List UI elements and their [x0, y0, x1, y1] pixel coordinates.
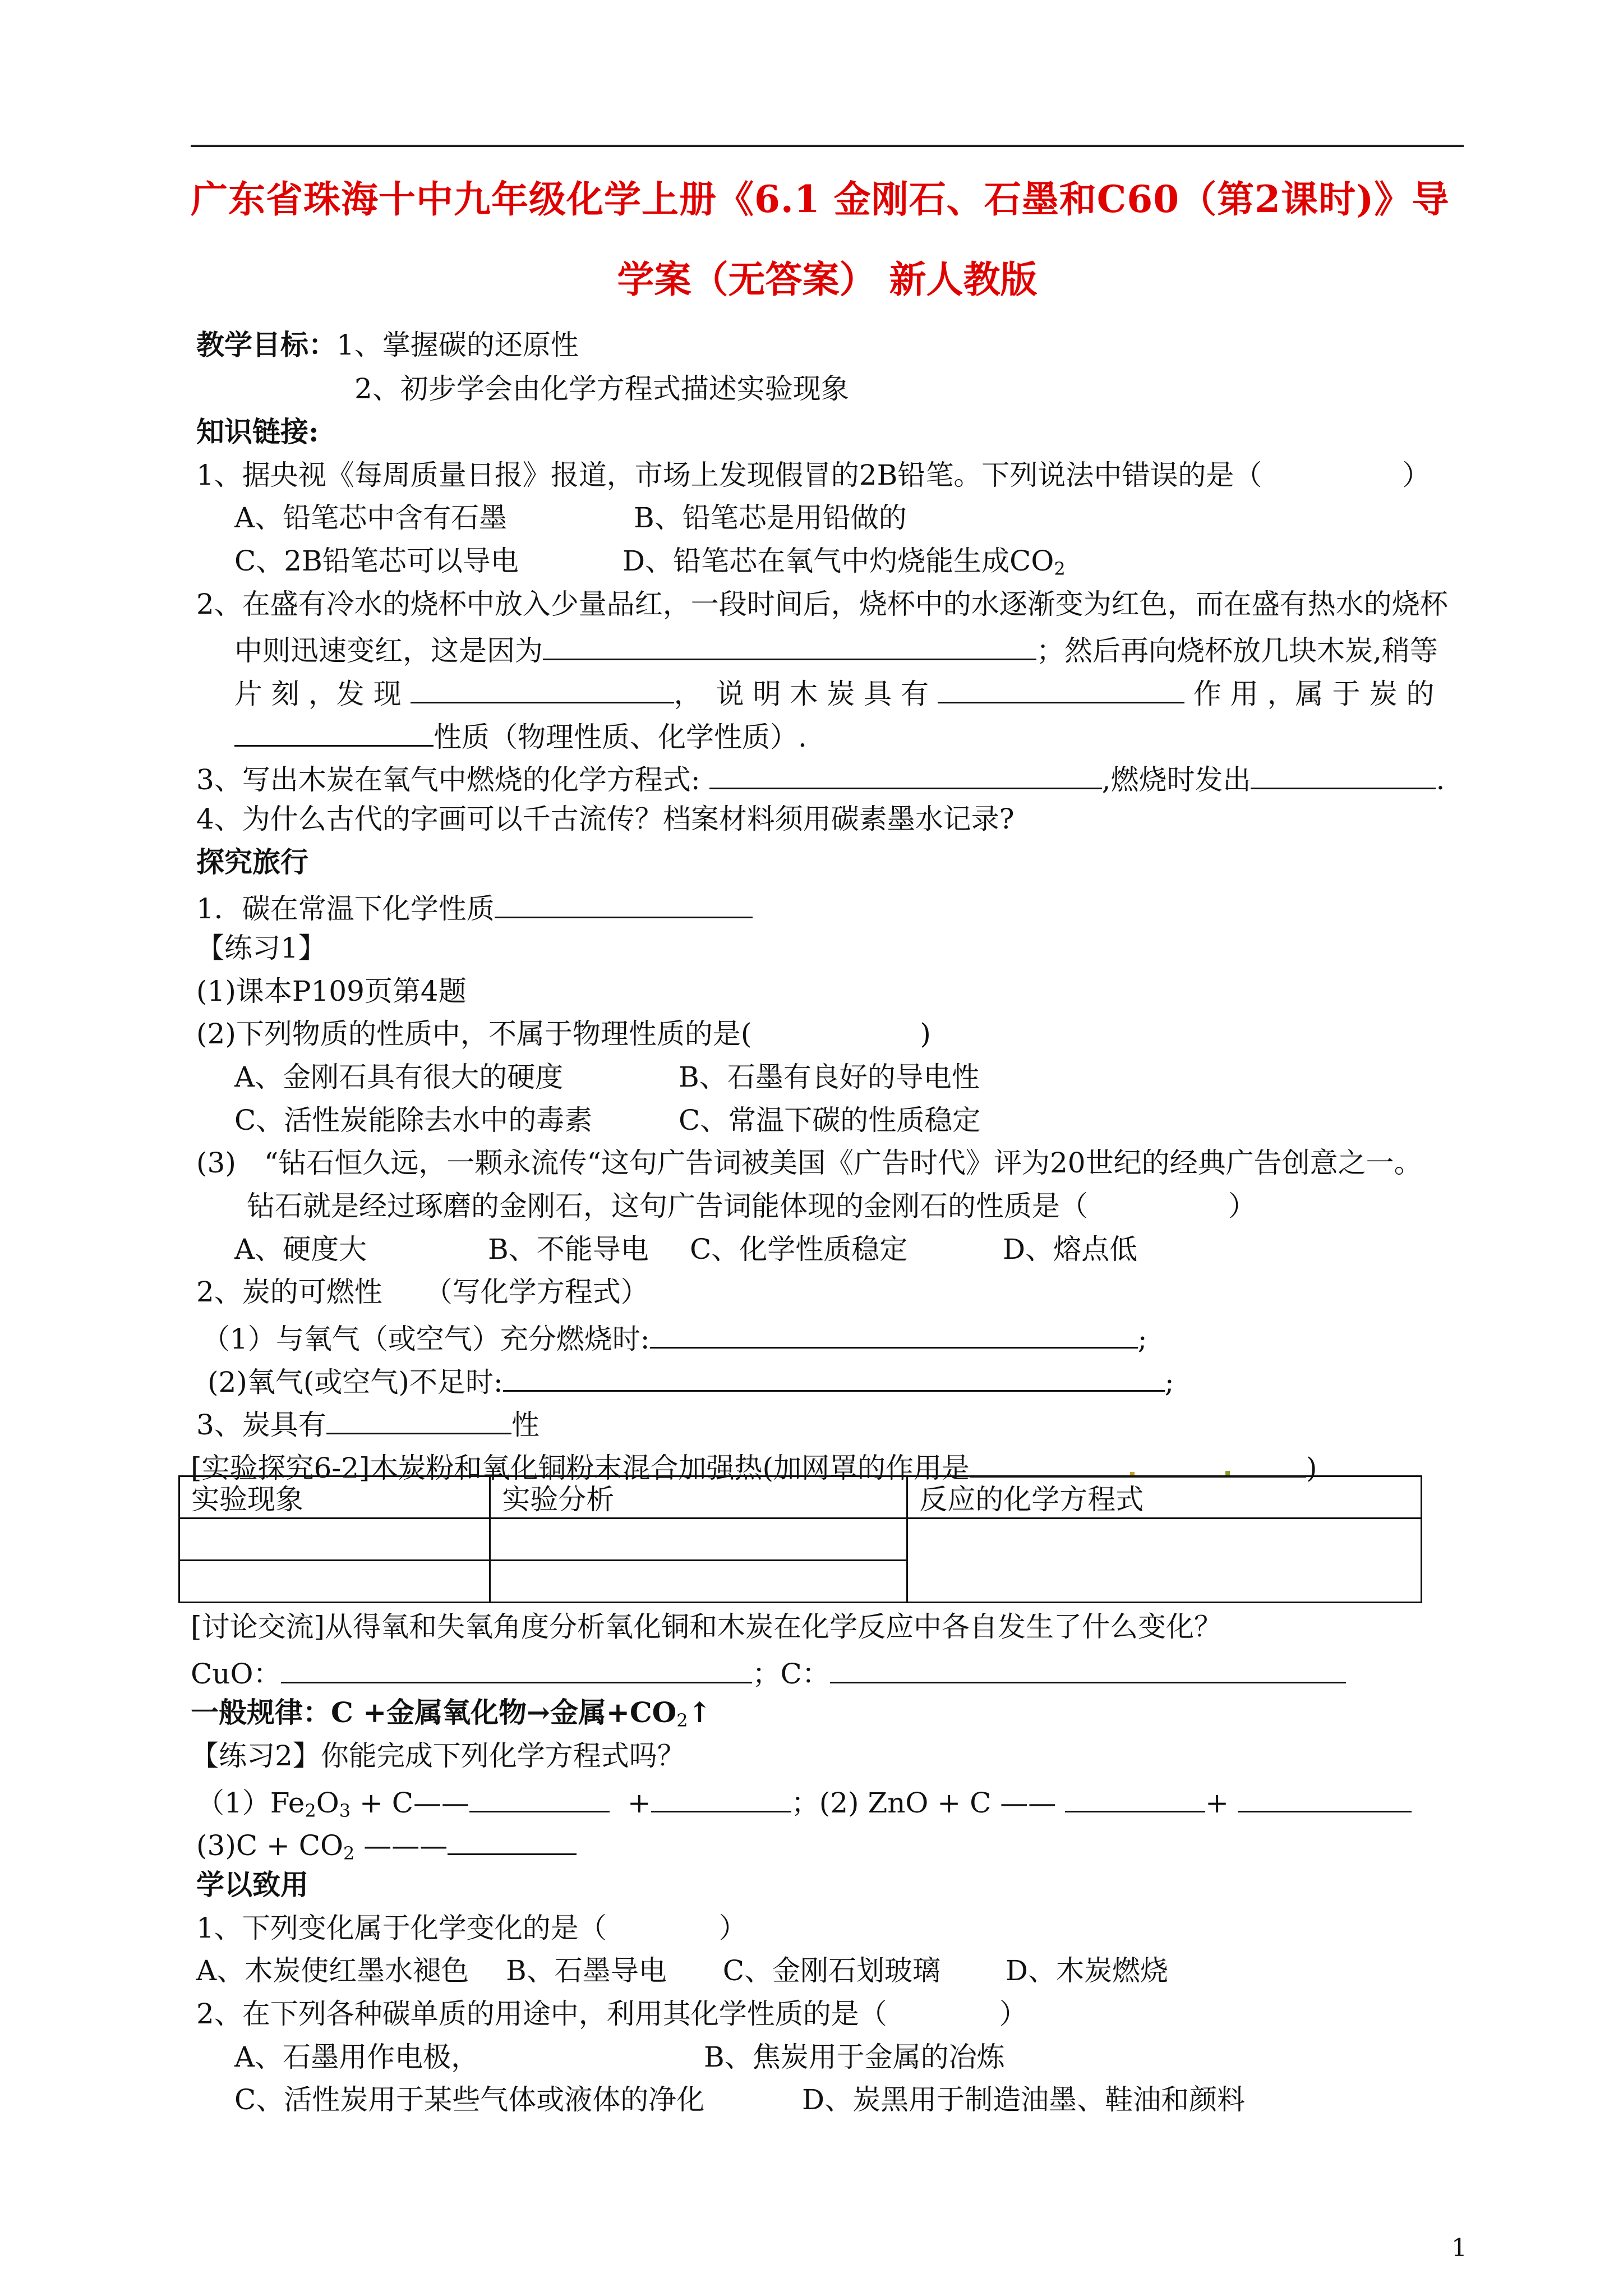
- explore-s3-text-a: 3、炭具有: [196, 1409, 326, 1441]
- link-q2-line-2: [234, 633, 1438, 665]
- speck-mark: [1225, 1471, 1230, 1475]
- answer-blank[interactable]: [326, 1407, 511, 1434]
- answer-blank[interactable]: [1238, 1785, 1412, 1812]
- subscript: 2: [305, 1800, 316, 1821]
- exercise-1-q3-option-b: B、不能导电: [488, 1233, 649, 1266]
- punctuation: ;: [1164, 1366, 1174, 1398]
- discuss-answer-line: [191, 1656, 1346, 1688]
- explore-s2-2: [208, 1364, 1174, 1396]
- table-cell-blank[interactable]: [907, 1519, 1422, 1603]
- explore-heading: 探究旅行: [196, 845, 308, 878]
- table-cell-blank[interactable]: [179, 1561, 490, 1603]
- header-rule: [191, 145, 1464, 147]
- link-heading: 知识链接:: [196, 415, 319, 448]
- answer-blank[interactable]: [970, 1450, 1306, 1478]
- title-line-1: 广东省珠海十中九年级化学上册《6.1 金刚石、石墨和C60（第2课时)》导: [191, 177, 1450, 221]
- punctuation: ;: [1137, 1323, 1147, 1355]
- link-q1-option-c: C、2B铅笔芯可以导电: [234, 545, 519, 577]
- link-q2-text-b: ；然后再向烧杯放几块木炭,稍等: [1036, 634, 1438, 667]
- goals-label: 教学目标：: [196, 328, 336, 361]
- exercise-2-heading: 【练习2】你能完成下列化学方程式吗？: [191, 1740, 685, 1772]
- exercise-1-q3-option-d: D、熔点低: [1003, 1233, 1138, 1266]
- explore-s1-text: 1．碳在常温下化学性质: [196, 892, 495, 925]
- table-header-row: [179, 1476, 1422, 1519]
- answer-blank[interactable]: [503, 1364, 1165, 1392]
- plus-sign: +: [1205, 1787, 1229, 1819]
- explore-s2-2-text: (2)氧气(或空气)不足时:: [208, 1366, 503, 1398]
- apply-q1-options: A、木炭使红墨水褪色 B、石墨导电 C、金刚石划玻璃 D、木炭燃烧: [196, 1954, 1168, 1987]
- link-q2-line-3: [234, 676, 1434, 708]
- link-q2-text-a: 中则迅速变红，这是因为: [234, 634, 543, 667]
- link-q2-line-4: [234, 719, 807, 751]
- link-q2-text-e: 作 用 ，属 于 炭 的: [1193, 678, 1435, 710]
- exercise-2-line-1: [196, 1785, 1412, 1820]
- link-q1: 1、据央视《每周质量日报》报道，市场上发现假冒的2B铅笔。下列说法中错误的是（ ）: [196, 459, 1431, 491]
- exercise-1-heading: 【练习1】: [196, 932, 326, 964]
- plus-sign: +: [627, 1787, 651, 1819]
- goals-line-1: [196, 328, 579, 361]
- eq-text: + C——: [351, 1787, 470, 1819]
- up-arrow: ↑: [688, 1696, 712, 1729]
- eq-text: (3)C + CO: [196, 1829, 344, 1862]
- explore-s2-1-text: （1）与氧气（或空气）充分燃烧时:: [202, 1323, 650, 1355]
- apply-q2-option-a: A、石墨用作电极，: [234, 2041, 479, 2073]
- answer-blank[interactable]: [651, 1785, 791, 1812]
- table-header-cell: 反应的化学方程式: [907, 1476, 1422, 1519]
- explore-s2: 2、炭的可燃性 （写化学方程式）: [196, 1276, 649, 1308]
- apply-q2: 2、在下列各种碳单质的用途中，利用其化学性质的是（ ）: [196, 1998, 1027, 2030]
- link-q3-text-c: .: [1436, 763, 1445, 796]
- eq-text: ；(2) ZnO + C ——: [791, 1787, 1057, 1819]
- answer-blank[interactable]: [650, 1321, 1138, 1349]
- table-cell-blank[interactable]: [490, 1561, 907, 1603]
- exercise-1-q2-option-a: A、金刚石具有很大的硬度: [234, 1061, 564, 1093]
- answer-blank[interactable]: [1251, 762, 1436, 789]
- link-q2-text-c: 片 刻 ，发 现: [234, 678, 402, 710]
- link-q1-option-b: B、铅笔芯是用铅做的: [634, 501, 907, 534]
- exercise-1-q3-line-2: 钻石就是经过琢磨的金刚石，这句广告词能体现的金刚石的性质是（ ）: [247, 1190, 1256, 1222]
- exercise-1-q3-line-1: (3) “钻石恒久远，一颗永流传“这句广告词被美国《广告时代》评为20世纪的经典广告创意之一。: [196, 1147, 1422, 1179]
- answer-blank[interactable]: [495, 891, 753, 918]
- exercise-1-q3-option-c: C、化学性质稳定: [690, 1233, 908, 1266]
- table-header-cell: 实验分析: [490, 1476, 907, 1519]
- apply-q1: 1、下列变化属于化学变化的是（ ）: [196, 1912, 747, 1944]
- exercise-1-q2: (2)下列物质的性质中，不属于物理性质的是( ): [196, 1018, 931, 1050]
- cuo-label: CuO：: [191, 1658, 282, 1690]
- eq-text: ———: [354, 1829, 448, 1862]
- subscript: 2: [676, 1710, 688, 1731]
- apply-q2-option-b: B、焦炭用于金属的冶炼: [704, 2041, 1005, 2073]
- answer-blank[interactable]: [1065, 1785, 1205, 1812]
- answer-blank[interactable]: [469, 1785, 610, 1812]
- general-rule-text: 一般规律：C +金属氧化物→金属+CO: [191, 1696, 677, 1729]
- answer-blank[interactable]: [543, 633, 1036, 660]
- answer-blank[interactable]: [448, 1828, 577, 1855]
- link-q3-text-a: 3、写出木炭在氧气中燃烧的化学方程式:: [196, 763, 700, 796]
- subscript: 2: [1054, 558, 1066, 579]
- link-q2-text-f: 性质（物理性质、化学性质）.: [434, 721, 807, 753]
- explore-s2-1: [202, 1321, 1147, 1353]
- answer-blank[interactable]: [709, 762, 1102, 789]
- link-q4: 4、为什么古代的字画可以千古流传？档案材料须用碳素墨水记录?: [196, 803, 1015, 835]
- experiment-close: ): [1306, 1452, 1317, 1484]
- apply-q2-option-c: C、活性炭用于某些气体或液体的净化: [234, 2083, 705, 2116]
- subscript: 2: [343, 1843, 355, 1864]
- exercise-1-q3-option-a: A、硬度大: [234, 1233, 367, 1266]
- apply-q2-option-d: D、炭黑用于制造油墨、鞋油和颜料: [802, 2083, 1246, 2116]
- experiment-table: [178, 1475, 1422, 1603]
- apply-heading: 学以致用: [196, 1868, 308, 1901]
- exercise-2-line-2: [196, 1828, 577, 1862]
- eq-text: O: [316, 1787, 339, 1819]
- answer-blank[interactable]: [281, 1656, 752, 1683]
- answer-blank[interactable]: [411, 676, 674, 703]
- goal-item-2: 2、初步学会由化学方程式描述实验现象: [354, 372, 849, 405]
- title-line-2: 学案（无答案） 新人教版: [617, 257, 1038, 301]
- table-cell-blank[interactable]: [490, 1519, 907, 1561]
- answer-blank[interactable]: [234, 719, 434, 747]
- explore-s3: [196, 1407, 540, 1439]
- link-q3: [196, 762, 1445, 794]
- general-rule: [191, 1696, 712, 1731]
- subscript: 3: [339, 1800, 351, 1821]
- answer-blank[interactable]: [938, 676, 1184, 703]
- link-q2-line-1: 2、在盛有冷水的烧杯中放入少量品红，一段时间后，烧杯中的水逐渐变为红色，而在盛有热水的烧杯: [196, 588, 1448, 620]
- table-cell-blank[interactable]: [179, 1519, 490, 1561]
- exercise-1-q2-option-b: B、石墨有良好的导电性: [679, 1061, 980, 1093]
- table-header-cell: 实验现象: [179, 1476, 490, 1519]
- exercise-1-q2-option-c2: C、常温下碳的性质稳定: [679, 1104, 981, 1137]
- eq-text: （1）Fe: [196, 1787, 305, 1819]
- exercise-1-q1: (1)课本P109页第4题: [196, 975, 467, 1007]
- explore-s3-text-b: 性: [511, 1409, 540, 1441]
- answer-blank[interactable]: [830, 1656, 1346, 1683]
- link-q1-option-d: [623, 547, 1066, 578]
- goal-item-1: 1、掌握碳的还原性: [336, 329, 579, 361]
- c-label: ；C：: [752, 1658, 830, 1690]
- link-q1-option-d-text: D、铅笔芯在氧气中灼烧能生成CO: [623, 545, 1054, 577]
- discuss-line: [讨论交流]从得氧和失氧角度分析氧化铜和木炭在化学反应中各自发生了什么变化？: [191, 1611, 1223, 1643]
- link-q3-text-b: ,燃烧时发出: [1101, 763, 1251, 796]
- table-row: [179, 1519, 1422, 1561]
- link-q2-text-d: ， 说 明 木 炭 具 有: [674, 678, 929, 710]
- link-q1-option-a: A、铅笔芯中含有石墨: [234, 501, 508, 534]
- explore-s1: [196, 891, 753, 923]
- exercise-1-q2-option-c: C、活性炭能除去水中的毒素: [234, 1104, 593, 1137]
- experiment-text: [实验探究6-2]木炭粉和氧化铜粉末混合加强热(加网罩的作用是: [191, 1452, 970, 1484]
- page-number: 1: [1451, 2234, 1467, 2262]
